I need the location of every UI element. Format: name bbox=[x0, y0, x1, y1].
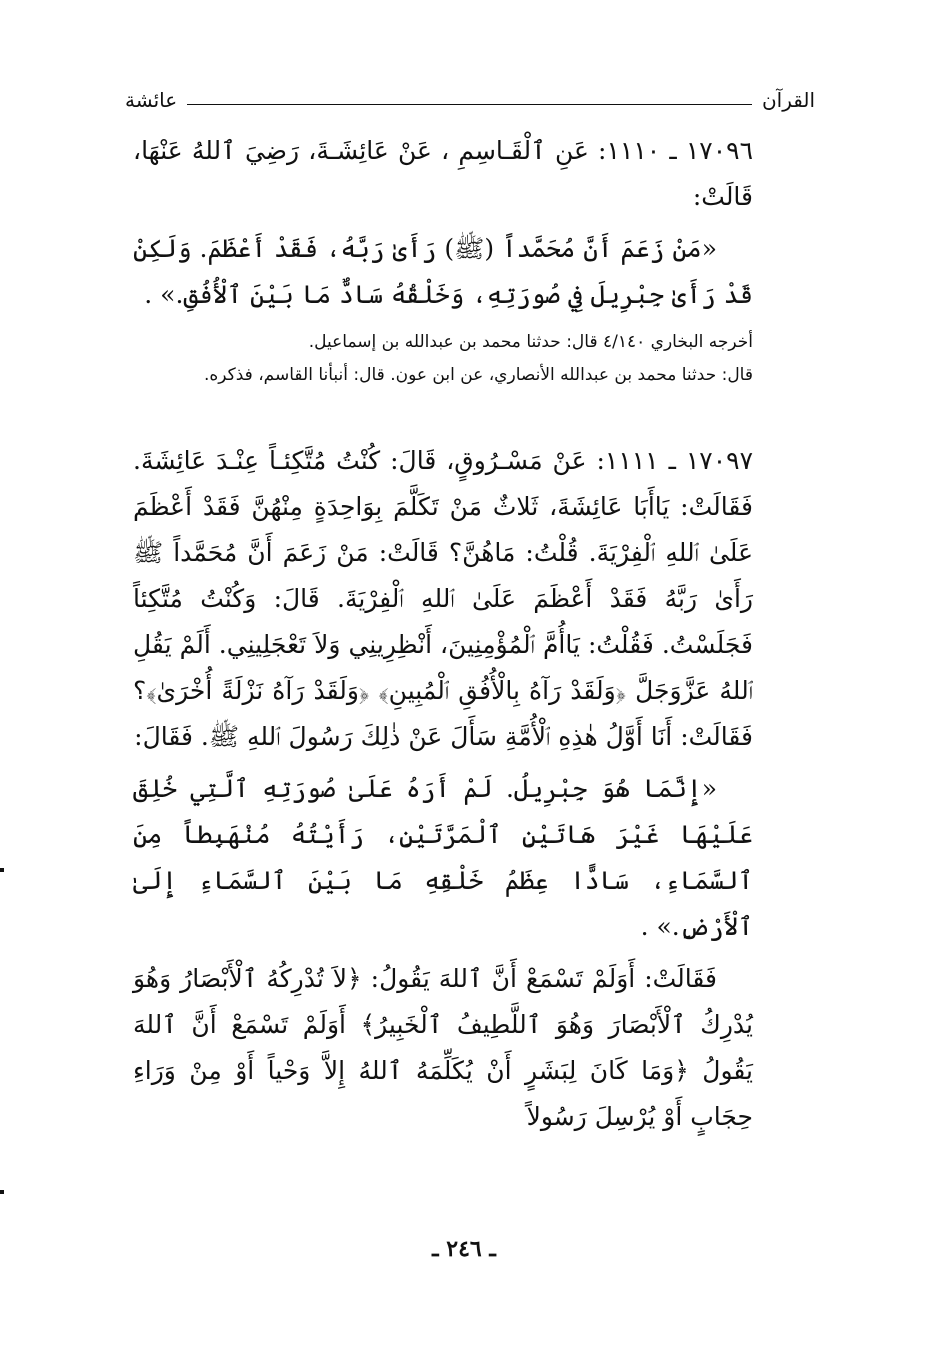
hadith-1-quote: «مَنْ زَعَمَ أَنَّ مُحَمَّداً (ﷺ) رَأَىٰ رَبَّهُ، فَقَدْ أَعْظَمَ. وَلَكِنْ قَدْ رَأَىٰ جِبْرِيلَ فِي صُورَتِهِ، وَخَلْقُهُ سَادٌّ مَا بَيْنَ ٱلْأُفُقِ.» . bbox=[133, 234, 753, 309]
hadith-2-intro: ١٧٠٩٧ ـ ١١١١: عَنْ مَسْـرُوقٍ، قَالَ: كُنْتُ مُتَّكِئـاً عِنْـدَ عَائِشَةَ. فَقَالَتْ: يَاأَبَا عَائِشَةَ، ثَلاثٌ مَنْ تَكَلَّمَ بِوَاحِدَةٍ مِنْهُنَّ فَقَدْ أَعْظَمَ عَلَىٰ ٱللهِ ٱلْفِرْيَةَ. قُلْتُ: مَاهُنَّ؟ قَالَتْ: مَنْ زَعَمَ أَنَّ مُحَمَّداً ﷺ رَأَىٰ رَبَّهُ فَقَدْ أَعْظَمَ عَلَىٰ ٱللهِ ٱلْفِرْيَةَ. قَالَ: وَكُنْتُ مُتَّكِئاً فَجَلَسْتُ. فَقُلْتُ: يَاأُمَّ ٱلْمُؤْمِنِينَ، أَنْظِرِينِي وَلاَ تَعْجَلِينِي. أَلَمْ يَقُلِ ٱللهُ عَزَّوَجَلَّ ﴿وَلَقَدْ رَآهُ بِالْأُفُقِ ٱلْمُبِينِ﴾ ﴿وَلَقَدْ رَآهُ نَزْلَةً أُخْرَىٰ﴾؟ فَقَالَتْ: أَنَا أَوَّلُ هٰذِهِ ٱلْأُمَّةِ سَأَلَ عَنْ ذٰلِكَ رَسُولَ ٱللهِ ﷺ. فَقَالَ: bbox=[133, 446, 753, 751]
hadith-1-takhrij-line2: قال: حدثنا محمد بن عبدالله الأنصاري، عن ابن عون. قال: أنبأنا القاسم، فذكره. bbox=[203, 365, 753, 385]
page-number: ـ ٢٤٦ ـ bbox=[432, 1236, 496, 1262]
margin-mark bbox=[0, 868, 4, 872]
hadith-2-continuation: فَقَالَتْ: أَوَلَمْ تَسْمَعْ أَنَّ ٱللهَ يَقُولُ: ﴿لاَ تُدْرِكُهُ ٱلْأَبْصَارُ وَهُوَ يُدْرِكُ ٱلْأَبْصَارَ وَهُوَ ٱللَّطِيفُ ٱلْخَبِيرُ﴾ أَوَلَمْ تَسْمَعْ أَنَّ ٱللهَ يَقُولُ ﴿وَمَا كَانَ لِبَشَرٍ أَنْ يُكَلِّمَهُ ٱللهُ إِلاَّ وَحْياً أَوْ مِنْ وَرَاءِ حِجَابٍ أَوْ يُرْسِلَ رَسُولاً bbox=[133, 964, 753, 1131]
header-rule bbox=[187, 104, 752, 105]
margin-mark bbox=[0, 1190, 4, 1194]
header-book-title: القرآن bbox=[761, 88, 815, 112]
running-header bbox=[125, 80, 815, 110]
hadith-1-takhrij-line1: أخرجه البخاري ٤/١٤٠ قال: حدثنا محمد بن عبدالله بن إسماعيل. bbox=[308, 332, 753, 352]
header-narrator-title: عائشة bbox=[125, 88, 178, 112]
hadith-1-intro: ١٧٠٩٦ ـ ١١١٠: عَنِ ٱلْقَـاسِمِ ، عَنْ عَائِشَـةَ، رَضِيَ ٱللهُ عَنْهَا، قَالَتْ: bbox=[133, 136, 753, 211]
hadith-2-quote: «إِنَّمَا هُوَ جِبْرِيلُ. لَمْ أَرَهُ عَلَىٰ صُورَتِهِ ٱلَّتِي خُلِقَ عَلَيْهَا غَيْرَ هَاتَيْنِ ٱلْمَرَّتَيْنِ، رَأَيْتُهُ مُنْهَبِطاً مِنَ ٱلسَّمَاءِ، سَادًّا عِظَمُ خَلْقِهِ مَا بَيْنَ ٱلسَّمَاءِ إِلَىٰ ٱلْأَرْضِ.» . bbox=[133, 774, 753, 941]
page-body bbox=[133, 128, 753, 1140]
